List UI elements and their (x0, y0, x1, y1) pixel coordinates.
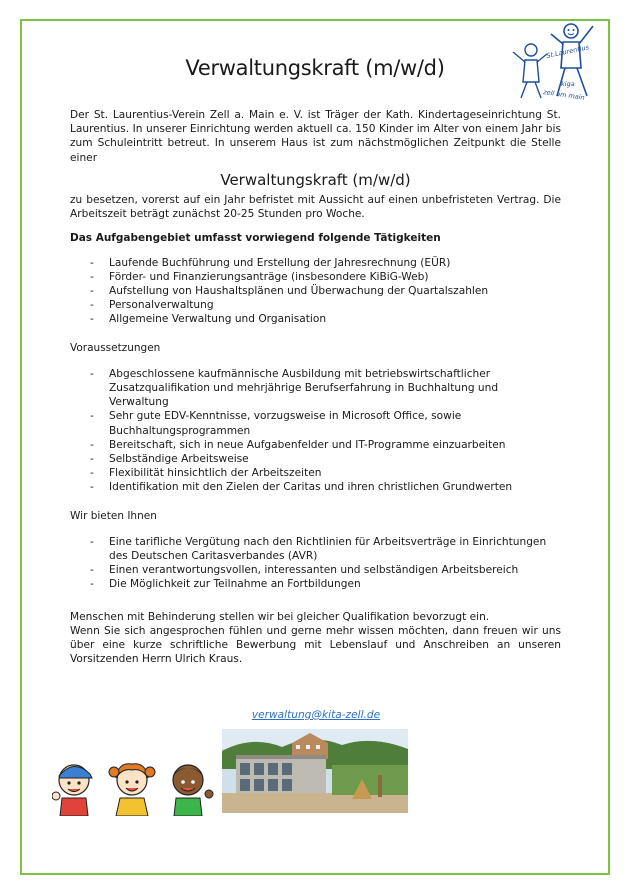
requirements-list (70, 367, 561, 495)
intro-paragraph: Der St. Laurentius-Verein Zell a. Main e. V. ist Träger der Kath. Kindertageseinrichtung St. Laurentius. In unserer Einrichtung werden aktuell ca. 150 Kinder im Alter von einem Jahr bis zum Schuleintritt betreut. In unserem Haus ist zum nächstmöglichen Zeitpunkt die Stelle einer (70, 109, 561, 164)
list-item: - Einen verantwortungsvollen, interessanten und selbständigen Arbeitsbereich (70, 563, 561, 577)
email-link[interactable]: verwaltung@kita-zell.de (251, 709, 381, 721)
list-item: - Förder- und Finanzierungsanträge (insbesondere KiBiG-Web) (70, 270, 561, 284)
list-item: - Personalverwaltung (70, 298, 561, 312)
tasks-heading: Das Aufgabengebiet umfasst vorwiegend folgende Tätigkeiten (70, 232, 441, 245)
list-item: - Die Möglichkeit zur Teilnahme an Fortbildungen (70, 577, 561, 591)
offer-heading: Wir bieten Ihnen (70, 509, 157, 522)
list-item: - Abgeschlossene kaufmännische Ausbildung mit betriebswirtschaftlicher Zusatzqualifikation und mehrjährige Berufserfahrung in Buchhaltung und Verwaltung (70, 367, 561, 410)
list-item: - Sehr gute EDV-Kenntnisse, vorzugsweise in Microsoft Office, sowie Buchhaltungsprogrammen (70, 409, 561, 437)
closing-paragraph-1: Menschen mit Behinderung stellen wir bei gleicher Qualifikation bevorzugt ein. (70, 610, 490, 623)
intro-paragraph-2: zu besetzen, vorerst auf ein Jahr befristet mit Aussicht auf einen unbefristeten Vertrag. Die Arbeitszeit beträgt zunächst 20-25 Stunden pro Woche. (70, 194, 561, 221)
page-title: Verwaltungskraft (m/w/d) (185, 56, 445, 80)
document-body (70, 108, 561, 667)
children-illustration (52, 756, 214, 816)
logo-text-bottom: zell am main (542, 88, 586, 102)
building-photo (222, 729, 408, 813)
position-subtitle: Verwaltungskraft (m/w/d) (220, 170, 411, 189)
closing-paragraph-2: Wenn Sie sich angesprochen fühlen und gerne mehr wissen möchten, dann freuen wir uns über eine kurze schriftliche Bewerbung mit Lebenslauf und Anschreiben an unseren Vorsitzenden Herrn Ulrich Kraus. (70, 624, 561, 666)
list-item: - Laufende Buchführung und Erstellung der Jahresrechnung (EÜR) (70, 256, 561, 270)
list-item: - Bereitschaft, sich in neue Aufgabenfelder und IT-Programme einzuarbeiten (70, 438, 561, 452)
offer-list (70, 535, 561, 592)
kindergarten-logo (507, 20, 603, 102)
list-item: - Identifikation mit den Zielen der Caritas und ihren christlichen Grundwerten (70, 480, 561, 494)
list-item: - Aufstellung von Haushaltsplänen und Überwachung der Quartalszahlen (70, 284, 561, 298)
logo-text-mid: kiga (561, 80, 575, 88)
requirements-heading: Voraussetzungen (70, 341, 161, 354)
logo-text-top: St.Laurentius (545, 43, 590, 60)
list-item: - Eine tarifliche Vergütung nach den Richtlinien für Arbeitsverträge in Einrichtungen des Deutschen Caritasverbandes (AVR) (70, 535, 561, 563)
list-item: - Selbständige Arbeitsweise (70, 452, 561, 466)
list-item: - Flexibilität hinsichtlich der Arbeitszeiten (70, 466, 561, 480)
list-item: - Allgemeine Verwaltung und Organisation (70, 312, 561, 326)
tasks-list (70, 256, 561, 327)
